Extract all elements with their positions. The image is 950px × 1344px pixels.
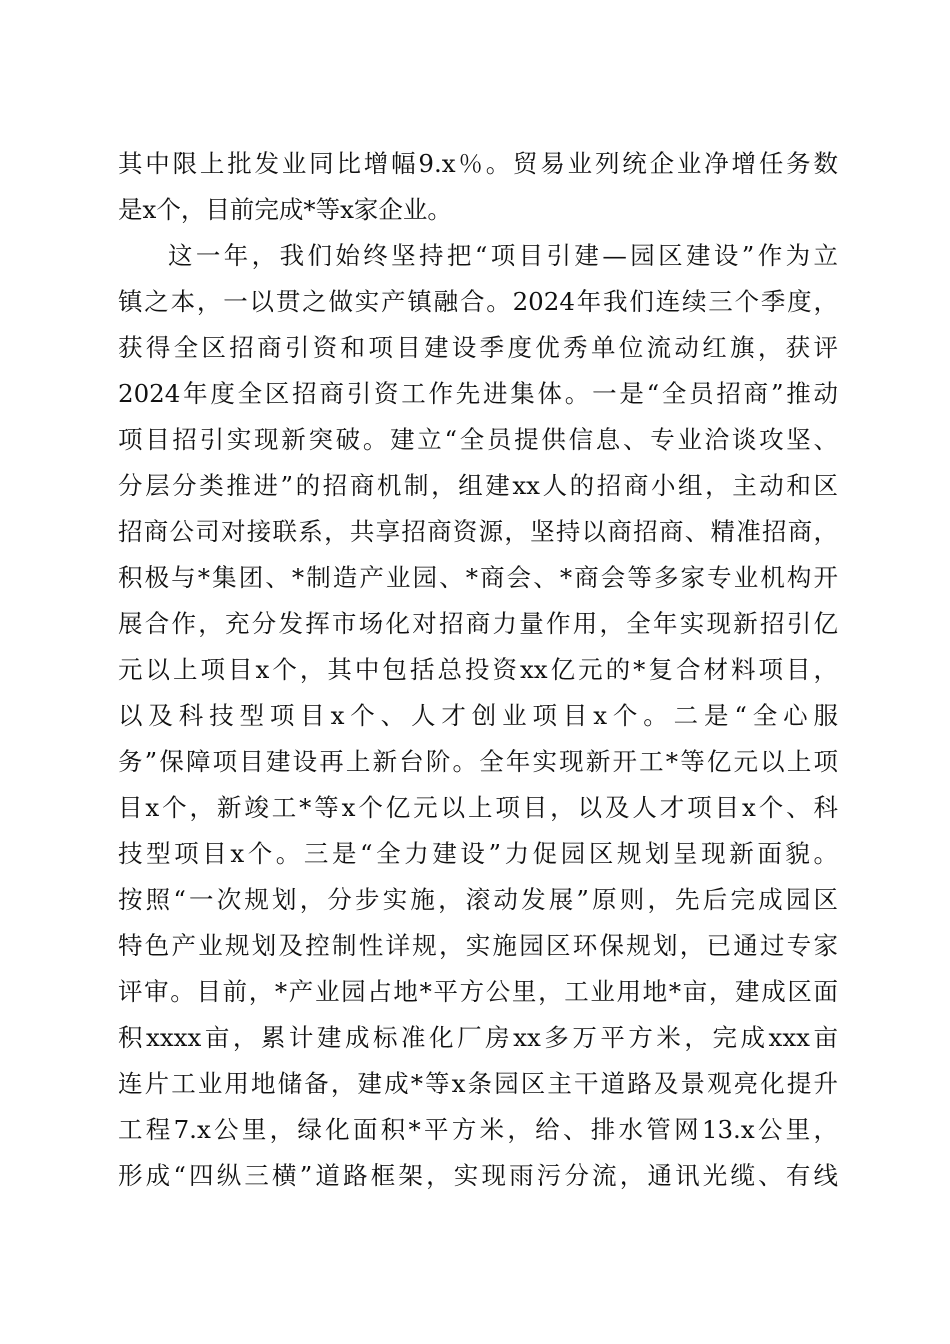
body-text [118, 141, 838, 1199]
text-line: 连片工业用地储备，建成*等x条园区主干道路及景观亮化提升 [118, 1069, 838, 1098]
text-line: 务”保障项目建设再上新台阶。全年实现新开工*等亿元以上项 [118, 747, 838, 776]
text-line: 获得全区招商引资和项目建设季度优秀单位流动红旗，获评 [118, 333, 838, 362]
text-line: 工程7.x公里，绿化面积*平方米，给、排水管网13.x公里， [118, 1115, 838, 1144]
text-line: 是x个，目前完成*等x家企业。 [118, 195, 452, 224]
text-line: 分层分类推进”的招商机制，组建xx人的招商小组，主动和区 [118, 471, 838, 500]
text-line: 特色产业规划及控制性详规，实施园区环保规划，已通过专家 [118, 931, 838, 960]
text-line: 积极与*集团、*制造产业园、*商会、*商会等多家专业机构开 [118, 563, 838, 592]
text-line: 技型项目x个。三是“全力建设”力促园区规划呈现新面貌。 [118, 839, 838, 868]
text-line: 以及科技型项目x个、人才创业项目x个。二是“全心服 [118, 701, 838, 730]
text-line: 2024年度全区招商引资工作先进集体。一是“全员招商”推动 [118, 379, 838, 408]
text-line: 目x个，新竣工*等x个亿元以上项目，以及人才项目x个、科 [118, 793, 838, 822]
text-line: 积xxxx亩，累计建成标准化厂房xx多万平方米，完成xxx亩 [118, 1023, 838, 1052]
paragraph-first-line: 这一年，我们始终坚持把“项目引建—园区建设”作为立 [168, 241, 838, 270]
text-line: 招商公司对接联系，共享招商资源，坚持以商招商、精准招商， [118, 517, 838, 546]
text-line: 镇之本，一以贯之做实产镇融合。2024年我们连续三个季度， [118, 287, 838, 316]
text-line: 展合作，充分发挥市场化对招商力量作用，全年实现新招引亿 [118, 609, 838, 638]
text-line: 项目招引实现新突破。建立“全员提供信息、专业洽谈攻坚、 [118, 425, 838, 454]
text-line: 其中限上批发业同比增幅9.x％。贸易业列统企业净增任务数 [118, 149, 838, 178]
text-line: 按照“一次规划，分步实施，滚动发展”原则，先后完成园区 [118, 885, 838, 914]
text-line: 形成“四纵三横”道路框架，实现雨污分流，通讯光缆、有线 [118, 1161, 838, 1190]
text-line: 元以上项目x个，其中包括总投资xx亿元的*复合材料项目， [118, 655, 838, 684]
text-line: 评审。目前，*产业园占地*平方公里，工业用地*亩，建成区面 [118, 977, 838, 1006]
